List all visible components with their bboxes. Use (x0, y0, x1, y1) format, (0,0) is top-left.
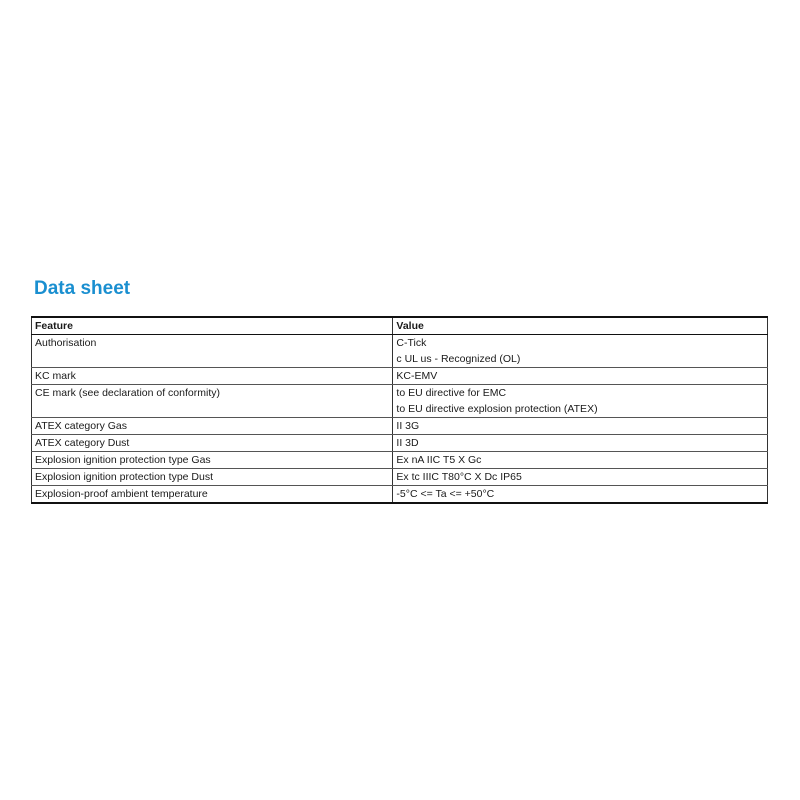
value-line: c UL us - Recognized (OL) (396, 353, 521, 365)
table-row (32, 368, 768, 385)
feature-cell: ATEX category Dust (32, 435, 393, 452)
value-cell (393, 385, 768, 418)
value-cell (393, 335, 768, 368)
value-cell (393, 418, 768, 435)
table-header-row (32, 317, 768, 335)
value-line: II 3G (396, 420, 420, 432)
value-line: Ex tc IIIC T80°C X Dc IP65 (396, 471, 522, 483)
value-line: II 3D (396, 437, 419, 449)
value-line: to EU directive for EMC (396, 387, 507, 399)
value-cell (393, 452, 768, 469)
table-row (32, 486, 768, 504)
value-line: KC-EMV (396, 370, 438, 382)
value-line: to EU directive explosion protection (ATEX) (396, 403, 598, 415)
value-line: C-Tick (396, 337, 427, 349)
value-cell (393, 368, 768, 385)
feature-cell: CE mark (see declaration of conformity) (32, 385, 393, 418)
data-sheet-table (31, 316, 768, 504)
feature-cell: Authorisation (32, 335, 393, 368)
table-row (32, 469, 768, 486)
table-row (32, 385, 768, 418)
table-row (32, 418, 768, 435)
value-line: -5°C <= Ta <= +50°C (396, 488, 495, 500)
table-row (32, 435, 768, 452)
value-cell (393, 435, 768, 452)
feature-cell: Explosion ignition protection type Gas (32, 452, 393, 469)
feature-cell: ATEX category Gas (32, 418, 393, 435)
page-title: Data sheet (34, 278, 131, 299)
feature-cell: Explosion-proof ambient temperature (32, 486, 393, 504)
column-header-feature: Feature (32, 317, 393, 335)
table-row (32, 335, 768, 368)
value-cell (393, 486, 768, 504)
feature-cell: Explosion ignition protection type Dust (32, 469, 393, 486)
feature-cell: KC mark (32, 368, 393, 385)
column-header-value: Value (393, 317, 768, 335)
table-row (32, 452, 768, 469)
value-line: Ex nA IIC T5 X Gc (396, 454, 482, 466)
value-cell (393, 469, 768, 486)
